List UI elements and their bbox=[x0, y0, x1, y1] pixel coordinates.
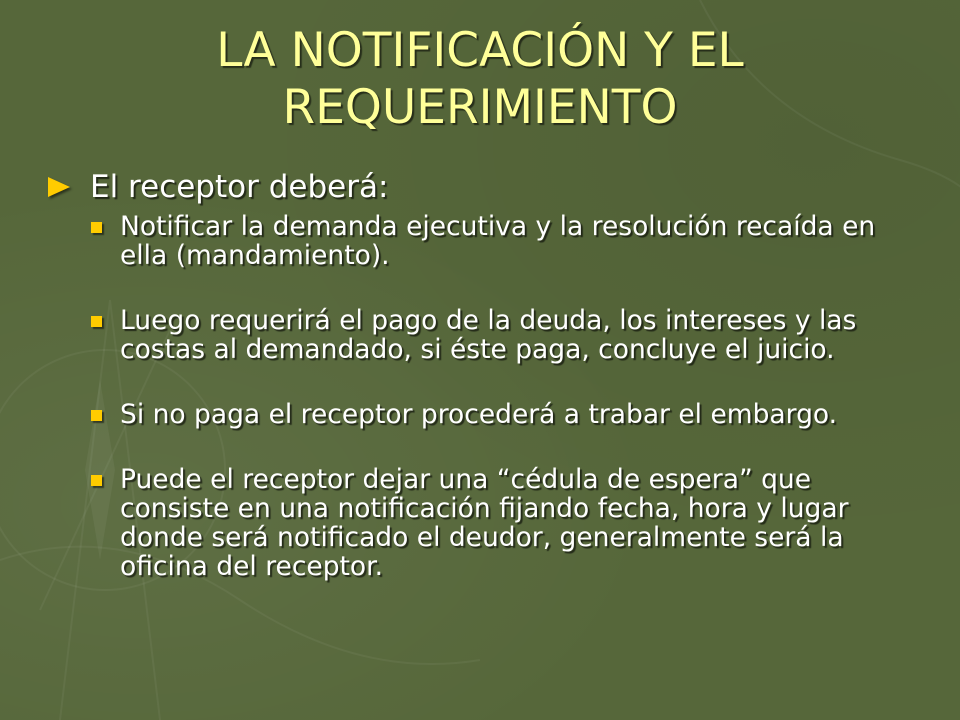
square-bullet-icon bbox=[91, 316, 102, 327]
list-item-line: consiste en una notificación fijando fecha, hora y lugar bbox=[120, 493, 849, 524]
list-item bbox=[46, 306, 926, 364]
list-item-line: oficina del receptor. bbox=[120, 551, 384, 582]
list-item bbox=[46, 212, 926, 270]
slide-title bbox=[60, 22, 900, 136]
list-item bbox=[46, 465, 926, 581]
list-item-line: costas al demandado, si éste paga, concluye el juicio. bbox=[120, 334, 835, 365]
square-bullet-icon bbox=[91, 410, 102, 421]
list-item-line: Puede el receptor dejar una “cédula de espera” que bbox=[120, 464, 812, 495]
bullet-heading bbox=[46, 168, 926, 206]
bullet-heading-text: El receptor deberá: bbox=[90, 169, 389, 205]
list-item-line: donde será notificado el deudor, generalmente será la bbox=[120, 522, 844, 553]
list-item-line: ella (mandamiento). bbox=[120, 240, 390, 271]
square-bullet-icon bbox=[91, 222, 102, 233]
square-bullet-icon bbox=[91, 475, 102, 486]
slide-body bbox=[46, 168, 926, 617]
slide-title-line-2: REQUERIMIENTO bbox=[282, 80, 678, 135]
list-item-line: Si no paga el receptor procederá a trabar el embargo. bbox=[120, 399, 838, 430]
list-item-line: Notificar la demanda ejecutiva y la resolución recaída en bbox=[120, 211, 876, 242]
list-item-line: Luego requerirá el pago de la deuda, los intereses y las bbox=[120, 305, 857, 336]
list-item bbox=[46, 400, 926, 429]
triangle-arrow-bullet-icon bbox=[48, 177, 70, 197]
slide-title-line-1: LA NOTIFICACIÓN Y EL bbox=[216, 23, 744, 78]
sub-bullet-list bbox=[46, 212, 926, 581]
